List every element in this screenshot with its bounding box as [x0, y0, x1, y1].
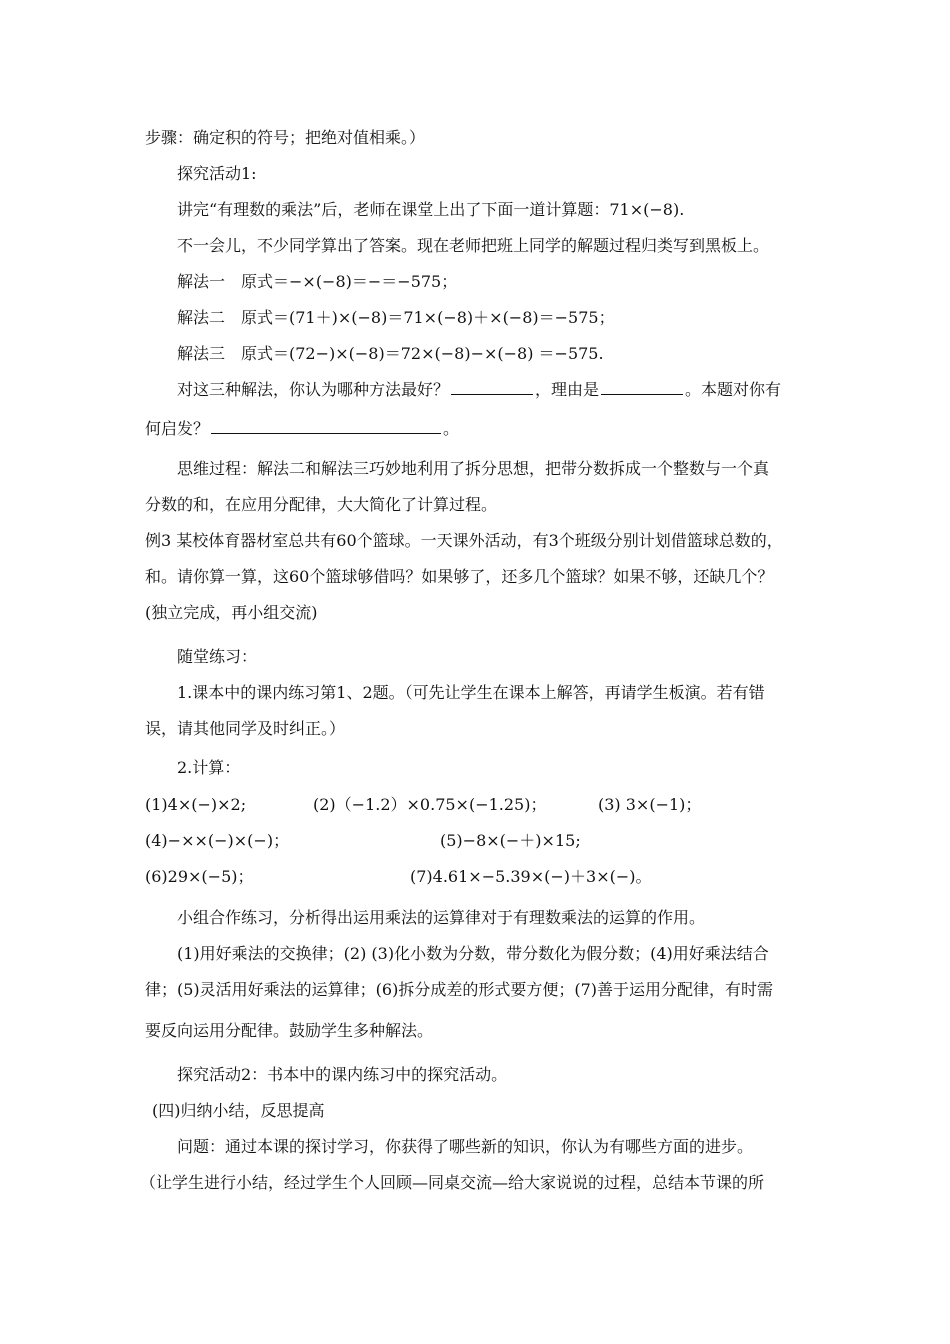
text-line: 讲完“有理数的乘法”后，老师在课堂上出了下面一道计算题：71×(−8).	[177, 200, 685, 219]
text-line: 步骤：确定积的符号；把绝对值相乘。）	[145, 128, 426, 147]
text-line: 2.计算：	[177, 758, 241, 777]
text-line: 误，请其他同学及时纠正。）	[145, 719, 346, 738]
text-line: (1)用好乘法的交换律；(2) (3)化小数为分数，带分数化为假分数；(4)用好乘法结合	[177, 944, 769, 963]
text-line: 要反向运用分配律。鼓励学生多种解法。	[145, 1021, 434, 1040]
text-line: 律；(5)灵活用好乘法的运算律；(6)拆分成差的形式要方便；(7)善于运用分配律，有时需	[145, 980, 773, 999]
question-text: 何启发？	[145, 419, 210, 438]
question-text: 。本题对你有	[685, 380, 782, 399]
question-text: ，理由是	[535, 380, 600, 399]
solution-line: 解法一 原式＝−×(−8)＝−＝−575；	[177, 272, 458, 291]
exercise-item: (3) 3×(−1)；	[598, 795, 702, 814]
text-line: 1.课本中的课内练习第1、2题。（可先让学生在课本上解答，再请学生板演。若有错	[177, 683, 765, 702]
question-text: 。	[443, 419, 460, 438]
solution-line: 解法二 原式＝(71＋)×(−8)＝71×(−8)＋×(−8)＝−575；	[177, 308, 615, 327]
answer-blank[interactable]	[601, 380, 683, 395]
text-line: 问题：通过本课的探讨学习，你获得了哪些新的知识，你认为有哪些方面的进步。	[177, 1137, 754, 1156]
text-line: 不一会儿，不少同学算出了答案。现在老师把班上同学的解题过程归类写到黑板上。	[177, 236, 770, 255]
section-heading: 探究活动2：书本中的课内练习中的探究活动。	[177, 1065, 508, 1084]
section-heading: (四)归纳小结，反思提高	[152, 1101, 325, 1120]
text-line: （让学生进行小结，经过学生个人回顾—同桌交流—给大家说说的过程，总结本节课的所	[140, 1173, 765, 1192]
section-heading: 随堂练习：	[177, 647, 258, 666]
question-line	[145, 418, 825, 440]
answer-blank[interactable]	[451, 380, 533, 395]
text-line: (独立完成，再小组交流)	[145, 603, 318, 622]
section-heading: 探究活动1:	[177, 164, 257, 183]
question-line	[177, 379, 857, 401]
text-line: 分数的和，在应用分配律，大大简化了计算过程。	[145, 495, 498, 514]
exercise-item: (7)4.61×−5.39×(−)＋3×(−)。	[410, 867, 652, 886]
exercise-item: (5)−8×(−＋)×15;	[440, 831, 581, 850]
answer-blank[interactable]	[211, 419, 441, 434]
exercise-item: (1)4×(−)×2;	[145, 795, 247, 814]
question-text: 对这三种解法，你认为哪种方法最好？	[177, 380, 450, 399]
exercise-item: (2)（−1.2）×0.75×(−1.25)；	[313, 795, 547, 814]
example-line: 和。请你算一算，这60个篮球够借吗？如果够了，还多几个篮球？如果不够，还缺几个？	[145, 567, 774, 586]
exercise-item: (6)29×(−5)；	[145, 867, 254, 886]
example-line: 例3 某校体育器材室总共有60个篮球。一天课外活动，有3个班级分别计划借篮球总数的，	[145, 531, 783, 550]
exercise-item: (4)−××(−)×(−)；	[145, 831, 290, 850]
solution-line: 解法三 原式＝(72−)×(−8)＝72×(−8)−×(−8) ＝−575.	[177, 344, 604, 363]
text-line: 小组合作练习，分析得出运用乘法的运算律对于有理数乘法的运算的作用。	[177, 908, 706, 927]
text-line: 思维过程：解法二和解法三巧妙地利用了拆分思想，把带分数拆成一个整数与一个真	[177, 459, 770, 478]
